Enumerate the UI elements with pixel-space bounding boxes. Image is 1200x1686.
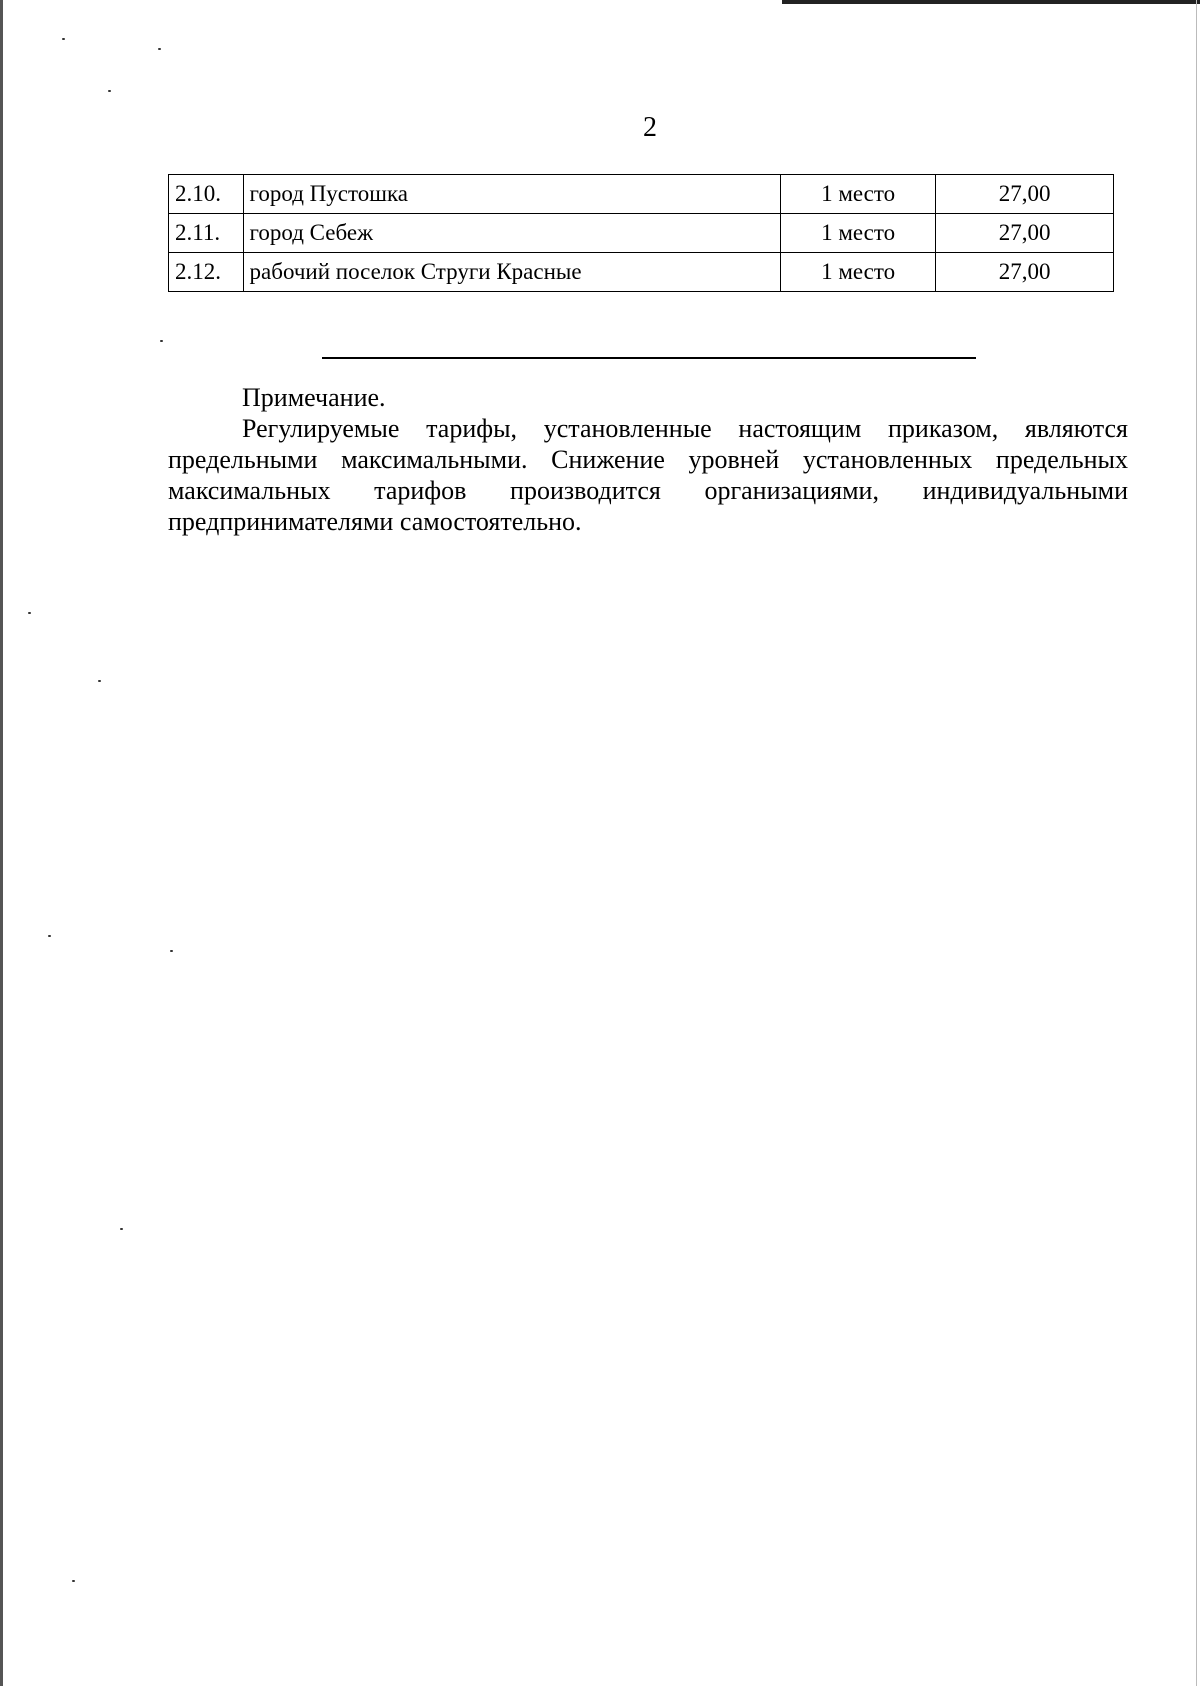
settlement-name: рабочий поселок Струги Красные [243, 253, 780, 292]
settlement-name: город Себеж [243, 214, 780, 253]
table-row [169, 253, 1114, 292]
tariff-value: 27,00 [936, 214, 1114, 253]
row-number: 2.10. [169, 175, 244, 214]
scan-speck [28, 612, 31, 614]
scan-speck [170, 950, 173, 952]
scan-speck [48, 935, 51, 937]
unit: 1 место [780, 214, 935, 253]
scan-top-edge [782, 0, 1200, 4]
tariff-value: 27,00 [936, 175, 1114, 214]
scan-right-edge [1196, 0, 1197, 1686]
unit: 1 место [780, 175, 935, 214]
scan-speck [160, 340, 163, 342]
row-number: 2.12. [169, 253, 244, 292]
scan-left-edge [0, 0, 3, 1686]
tariff-table [168, 174, 1114, 292]
scan-speck [98, 680, 101, 682]
page-number: 2 [643, 112, 657, 143]
note-body: Регулируемые тарифы, установленные настоящим приказом, являются предельными максимальными. Снижение уровней установленных предельных максимальных тарифов производится организациями, индивидуальными предпринимателями самостоятельно. [168, 414, 1128, 536]
separator-line [322, 357, 976, 359]
scan-speck [158, 48, 161, 50]
row-number: 2.11. [169, 214, 244, 253]
table-row [169, 175, 1114, 214]
note-title: Примечание. [242, 383, 386, 412]
scan-speck [62, 38, 65, 40]
note-section [168, 382, 1128, 537]
scan-speck [72, 1580, 75, 1582]
unit: 1 место [780, 253, 935, 292]
scan-speck [120, 1228, 123, 1230]
settlement-name: город Пустошка [243, 175, 780, 214]
tariff-value: 27,00 [936, 253, 1114, 292]
table-row [169, 214, 1114, 253]
scan-speck [108, 90, 111, 92]
